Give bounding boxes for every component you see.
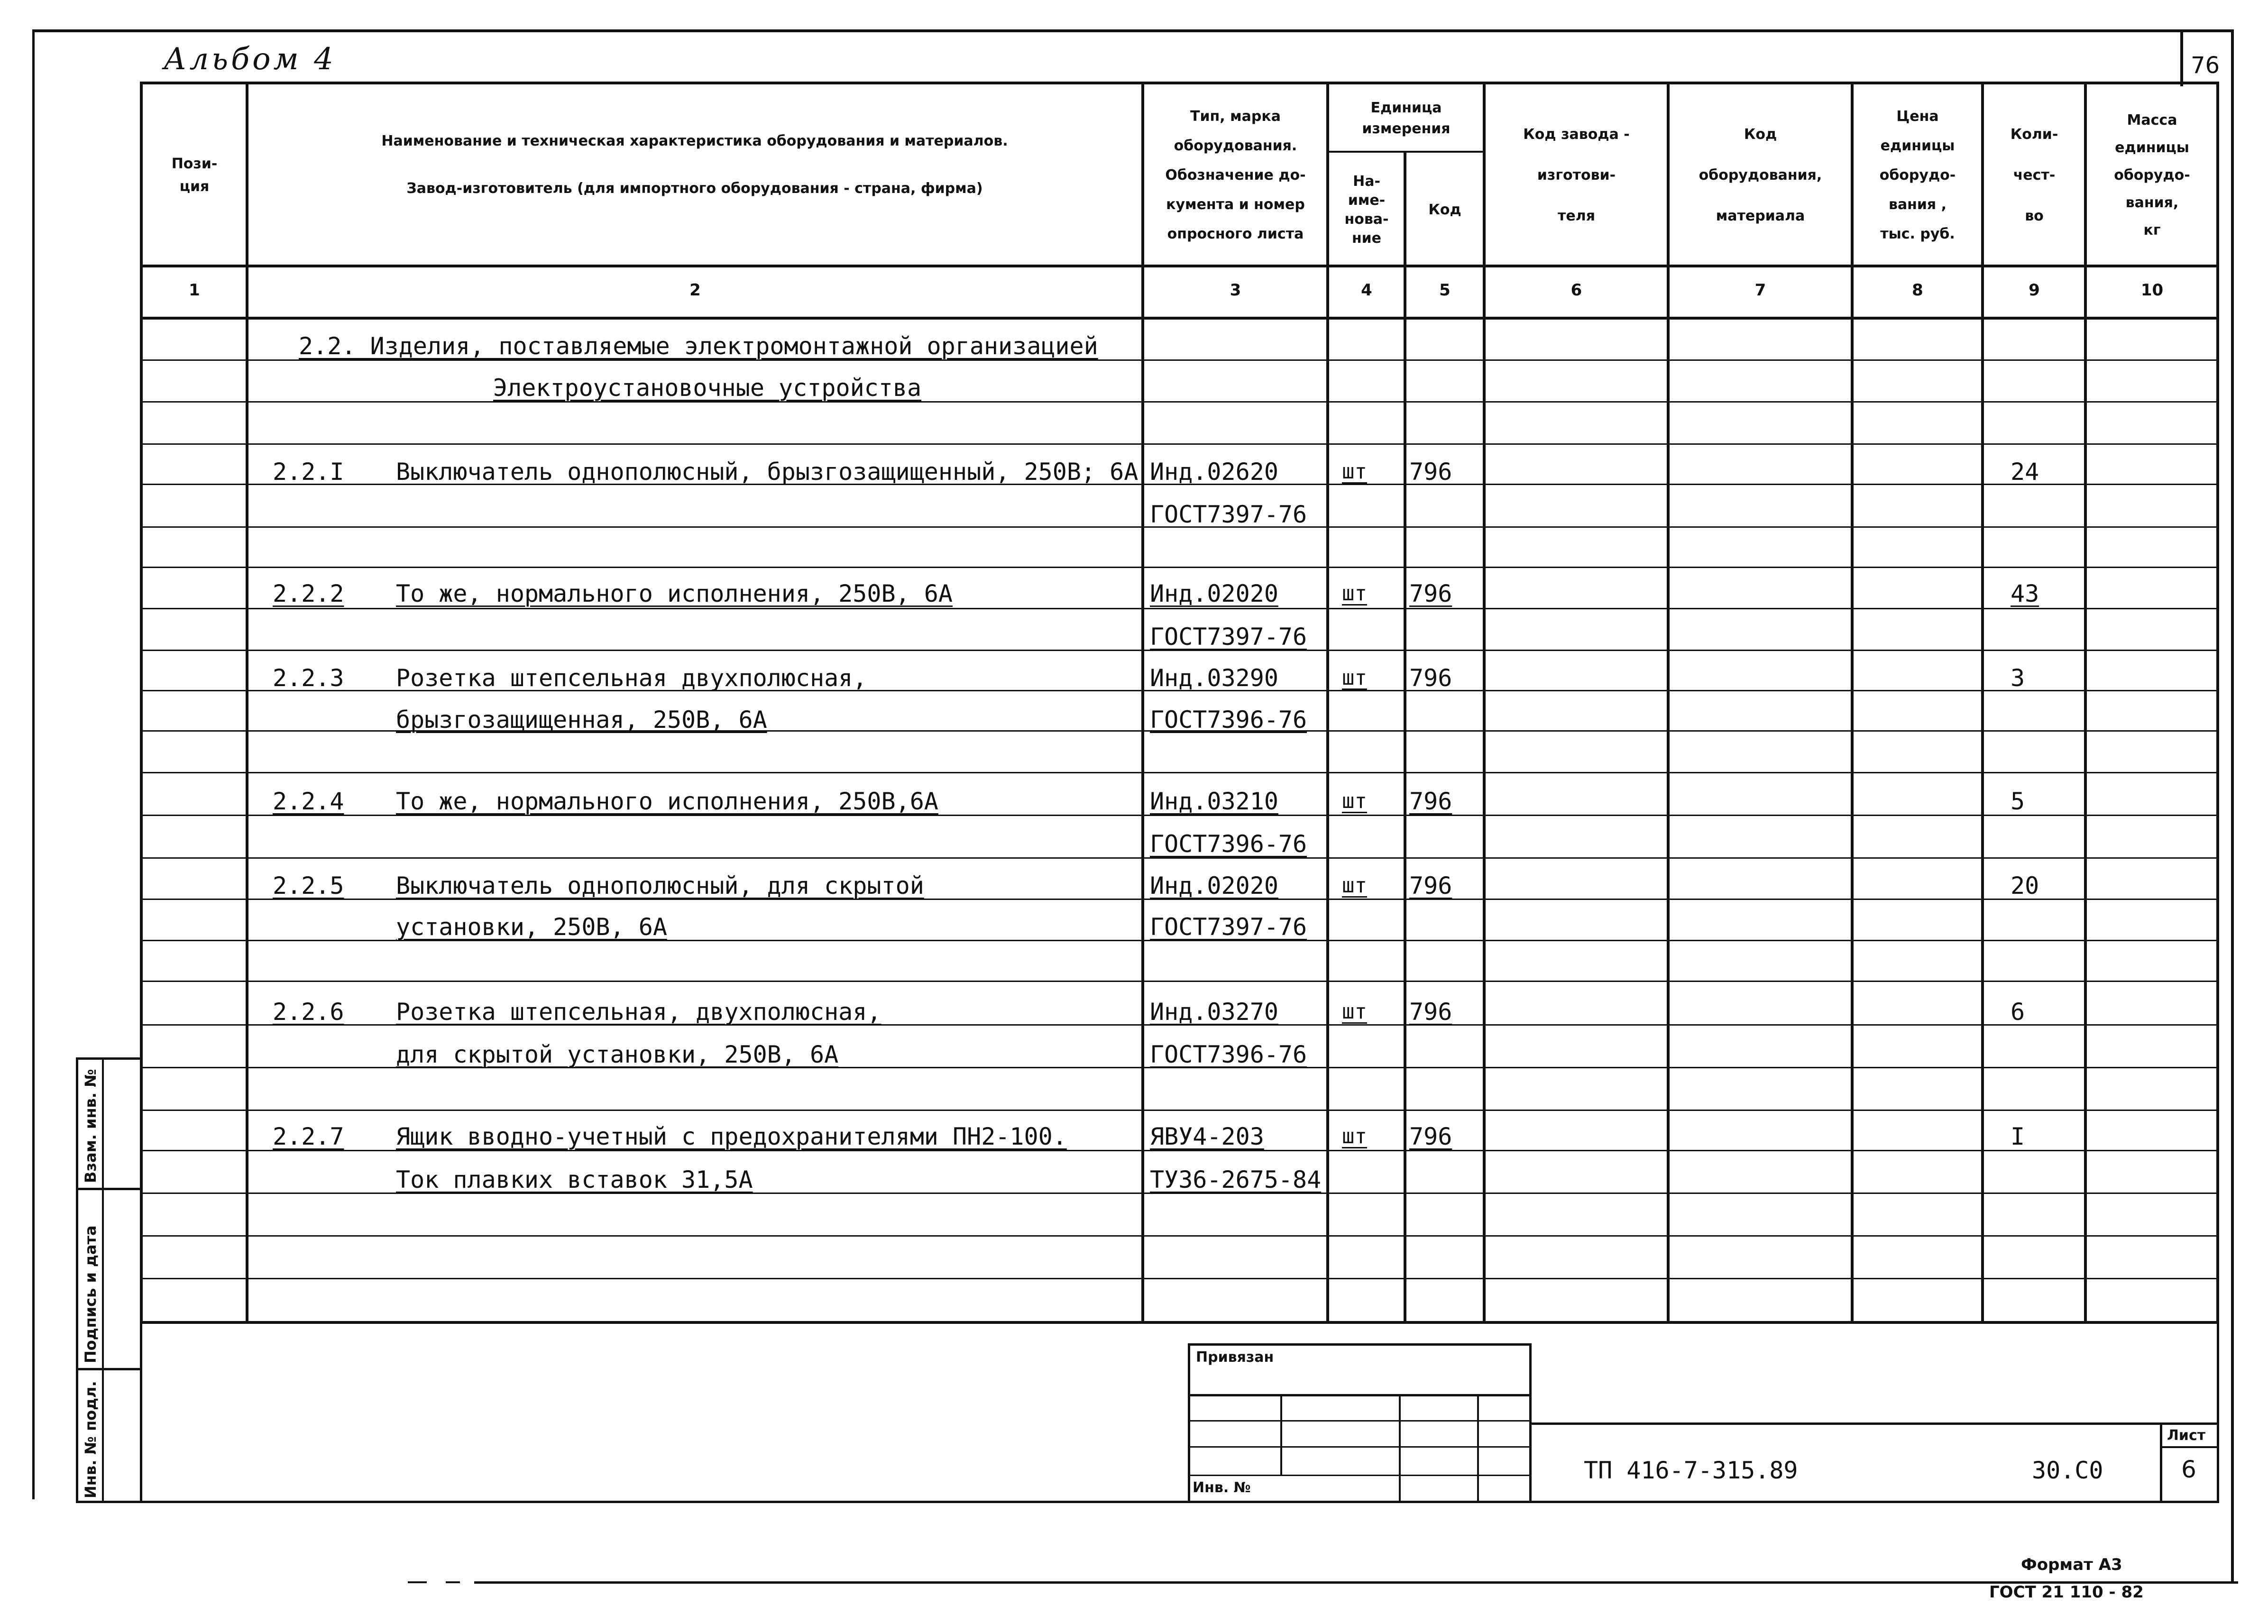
privyazan-vline3: [1477, 1394, 1479, 1503]
item-6-code: 796: [1409, 998, 1452, 1026]
colnum-8: 8: [1912, 281, 1923, 300]
item-5-type2: ГОСТ7397-76: [1150, 913, 1307, 941]
item-2-type2: ГОСТ7397-76: [1150, 623, 1307, 651]
side-stamp-vzam: Взам. инв. №: [82, 1069, 100, 1183]
item-5-name2: установки, 250В, 6А: [396, 913, 667, 941]
item-1-pos: 2.2.I: [273, 458, 344, 486]
header-equipment-code: Код оборудования, материала: [1699, 126, 1822, 224]
privyazan-line3: [1188, 1446, 1532, 1448]
item-3-type2: ГОСТ7396-76: [1150, 706, 1307, 734]
body-row-line: [142, 401, 2218, 403]
side-stamp-sep1: [76, 1188, 142, 1190]
col-line-3: [1326, 82, 1329, 1324]
item-2-unit: шт: [1342, 581, 1367, 606]
section-title: 2.2. Изделия, поставляемые электромонтажной организацией: [299, 332, 1098, 360]
sheet-box-line: [2160, 1422, 2162, 1503]
header-unit-code: Код: [1428, 201, 1461, 218]
header-unit-group: Единица измерения: [1362, 100, 1451, 137]
side-stamp-sep2: [76, 1368, 142, 1370]
item-7-pos: 2.2.7: [273, 1123, 344, 1150]
item-5-type1: Инд.02020: [1150, 872, 1278, 899]
header-position: Пози- ция: [171, 156, 218, 195]
header-name-line1: Наименование и техническая характеристика оборудования и материалов.: [381, 133, 1008, 149]
item-7-name2: Ток плавких вставок 31,5А: [396, 1166, 753, 1193]
item-1-name: Выключатель однополюсный, брызгозащищенный, 250В; 6А: [396, 458, 1139, 486]
header-mass: Масса единицы оборудо- вания, кг: [2114, 112, 2190, 239]
item-1-code: 796: [1409, 458, 1452, 486]
col-line-6: [1667, 82, 1670, 1324]
item-1-type2: ГОСТ7397-76: [1150, 501, 1307, 528]
format-label: Формат А3: [2021, 1555, 2122, 1574]
bottom-left-line: [140, 1323, 142, 1503]
colnum-4: 4: [1361, 281, 1372, 300]
item-2-name: То же, нормального исполнения, 250В, 6А: [396, 580, 953, 607]
page-number: 76: [2191, 52, 2220, 79]
item-4-type2: ГОСТ7396-76: [1150, 830, 1307, 858]
body-row-line: [142, 1110, 2218, 1111]
colnum-5: 5: [1439, 281, 1451, 300]
item-2-code: 796: [1409, 580, 1452, 607]
item-4-type1: Инд.03210: [1150, 788, 1278, 815]
item-5-code: 796: [1409, 872, 1452, 899]
header-factory-code: Код завода - изготови- теля: [1523, 126, 1630, 224]
privyazan-vline2: [1399, 1394, 1401, 1503]
header-quantity: Коли- чест- во: [2010, 126, 2058, 224]
item-6-unit: шт: [1342, 1000, 1367, 1024]
col-line-2: [1141, 82, 1144, 1324]
item-7-type2: ТУ36-2675-84: [1150, 1166, 1322, 1193]
doc-suffix: 30.С0: [2032, 1457, 2103, 1484]
item-6-name2: для скрытой установки, 250В, 6А: [396, 1041, 839, 1068]
item-5-unit: шт: [1342, 873, 1367, 898]
item-7-code: 796: [1409, 1123, 1452, 1150]
item-2-type1: Инд.02020: [1150, 580, 1278, 607]
footer-dash-2: [446, 1581, 460, 1583]
colnum-1: 1: [189, 281, 200, 300]
sheet-box-sep: [2160, 1446, 2219, 1448]
header-price: Цена единицы оборудо- вания , тыс. руб.: [1879, 108, 1956, 242]
item-2-pos: 2.2.2: [273, 580, 344, 607]
body-row-line: [142, 1278, 2218, 1279]
bottom-base-line: [76, 1501, 2219, 1503]
item-3-name2: брызгозащищенная, 250В, 6А: [396, 706, 767, 734]
item-3-unit: шт: [1342, 666, 1367, 690]
item-1-qty: 24: [2011, 458, 2039, 486]
privyazan-line4: [1188, 1475, 1532, 1476]
side-stamp-divider: [102, 1057, 104, 1503]
item-3-pos: 2.2.3: [273, 664, 344, 692]
side-stamp-podpis: Подпись и дата: [82, 1225, 100, 1363]
page-number-box-line: [2180, 29, 2183, 86]
item-3-qty: 3: [2011, 664, 2025, 692]
item-1-unit: шт: [1342, 459, 1367, 484]
colnum-7: 7: [1754, 281, 1766, 300]
body-row-line: [142, 567, 2218, 568]
header-unit-name: На- име- нова- ние: [1344, 173, 1389, 247]
privyazan-line2: [1188, 1420, 1532, 1422]
item-7-type1: ЯВУ4-203: [1150, 1123, 1264, 1150]
item-2-qty: 43: [2011, 580, 2039, 607]
item-4-pos: 2.2.4: [273, 788, 344, 815]
privyazan-vline1: [1280, 1394, 1282, 1476]
item-6-type1: Инд.03270: [1150, 998, 1278, 1026]
item-7-qty: I: [2011, 1123, 2025, 1150]
doc-code: ТП 416-7-315.89: [1584, 1457, 1798, 1484]
col-line-9: [2084, 82, 2087, 1324]
body-row-line: [142, 1235, 2218, 1237]
item-4-name: То же, нормального исполнения, 250В,6А: [396, 788, 938, 815]
title-block-top: [1532, 1422, 2219, 1425]
colnum-10: 10: [2140, 281, 2164, 300]
header-name-line2: Завод-изготовитель (для импортного оборудования - страна, фирма): [406, 180, 983, 197]
body-row-line: [142, 443, 2218, 445]
sheet-label: Лист: [2167, 1427, 2206, 1444]
item-6-pos: 2.2.6: [273, 998, 344, 1026]
outer-right-line: [2231, 29, 2234, 1582]
item-5-pos: 2.2.5: [273, 872, 344, 899]
body-row-line: [142, 608, 2218, 609]
item-7-unit: шт: [1342, 1124, 1367, 1148]
item-3-code: 796: [1409, 664, 1452, 692]
outer-top-line: [33, 29, 2233, 32]
item-6-qty: 6: [2011, 998, 2025, 1026]
outer-left-line: [32, 29, 35, 1499]
item-6-name1: Розетка штепсельная, двухполюсная,: [396, 998, 881, 1026]
col-line-4: [1404, 152, 1406, 1324]
header-type: Тип, марка оборудования. Обозначение до- кумента и номер опросного листа: [1165, 108, 1306, 242]
col-line-8: [1981, 82, 1984, 1324]
colnum-6: 6: [1570, 281, 1582, 300]
colnum-9: 9: [2029, 281, 2040, 300]
privyazan-line1: [1188, 1394, 1532, 1396]
gost-label: ГОСТ 21 110 - 82: [1989, 1583, 2144, 1602]
body-row-line: [142, 772, 2218, 773]
privyazan-label: Привязан: [1196, 1349, 1274, 1366]
item-3-type1: Инд.03290: [1150, 664, 1278, 692]
footer-dash-1: [408, 1581, 427, 1583]
section-subtitle: Электроустановочные устройства: [493, 374, 922, 402]
item-4-unit: шт: [1342, 789, 1367, 813]
body-row-line: [142, 981, 2218, 982]
item-5-qty: 20: [2011, 872, 2039, 899]
item-4-qty: 5: [2011, 788, 2025, 815]
bottom-right-line: [2217, 1323, 2219, 1503]
item-1-type1: Инд.02620: [1150, 458, 1278, 486]
colnum-3: 3: [1230, 281, 1241, 300]
item-7-name1: Ящик вводно-учетный с предохранителями ПН2-100.: [396, 1123, 1067, 1150]
colnum-bottom-line: [140, 317, 2219, 320]
col-line-5: [1483, 82, 1486, 1324]
outer-bottom-line: [474, 1581, 2238, 1584]
stamp-inv-no: Инв. №: [1193, 1479, 1251, 1496]
item-5-name1: Выключатель однополюсный, для скрытой: [396, 872, 924, 899]
sheet-number: 6: [2181, 1456, 2196, 1483]
col-line-1: [246, 82, 248, 1324]
side-stamp-inv: Инв. № подл.: [82, 1381, 100, 1498]
col-line-7: [1851, 82, 1854, 1324]
album-label: Альбом 4: [164, 42, 336, 77]
colnum-2: 2: [689, 281, 701, 300]
item-3-name1: Розетка штепсельная двухполюсная,: [396, 664, 867, 692]
item-4-code: 796: [1409, 788, 1452, 815]
item-6-type2: ГОСТ7396-76: [1150, 1041, 1307, 1068]
